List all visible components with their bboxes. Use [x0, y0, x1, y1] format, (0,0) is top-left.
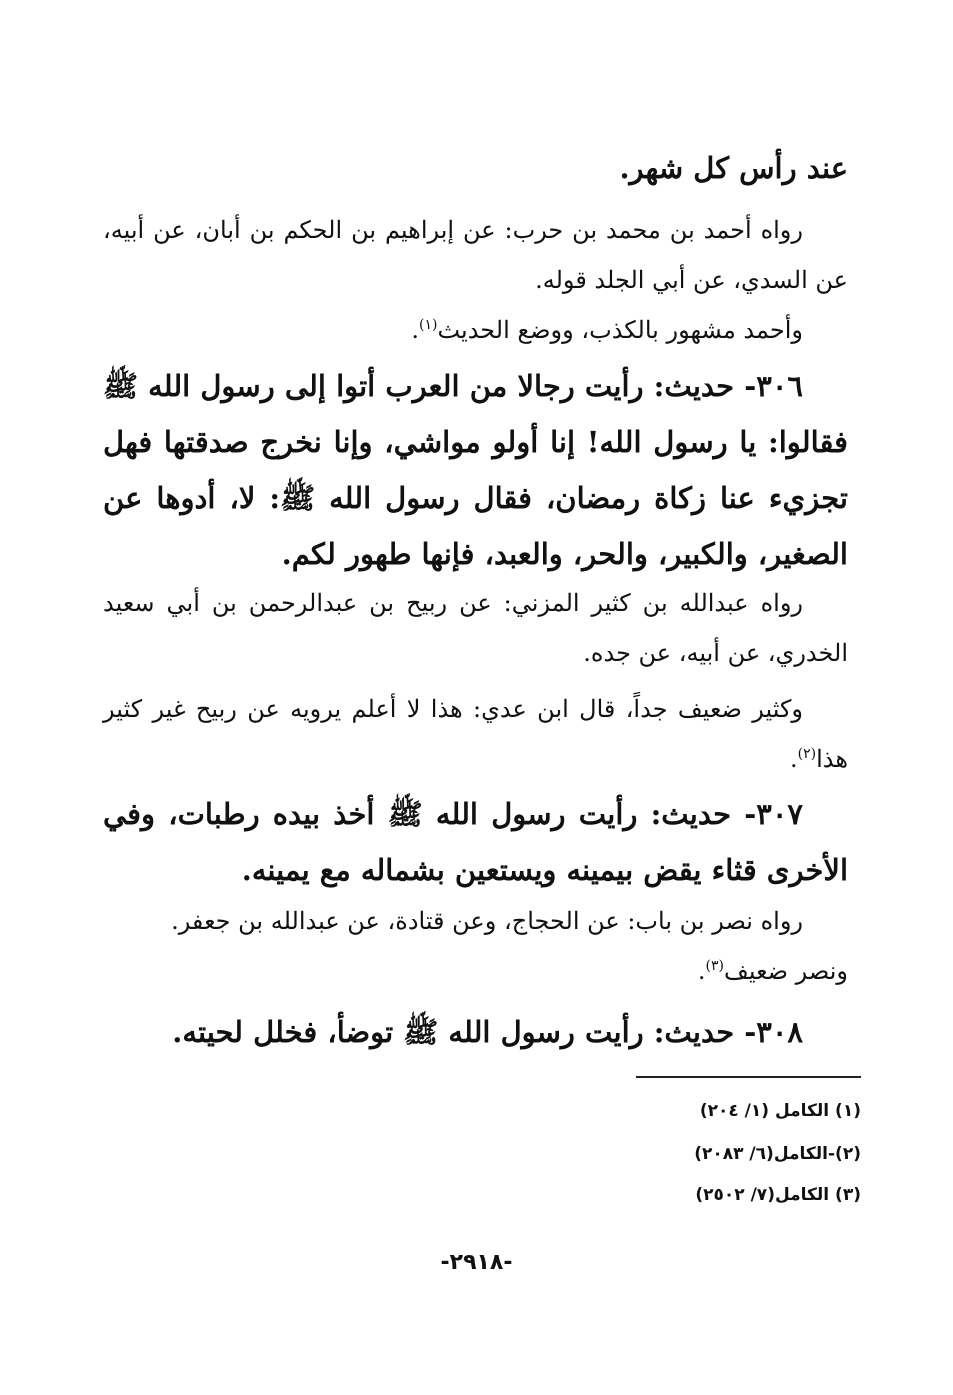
grading-tail: . — [789, 745, 798, 773]
narration-text: رواه أحمد بن محمد بن حرب: عن إبراهيم بن الحكم بن أبان، عن أبيه، عن السدي، عن أبي الجلد قوله. — [103, 216, 848, 294]
hadith-306 — [103, 358, 848, 582]
grading-tail: . — [411, 316, 419, 344]
grading-text: وكثير ضعيف جداً، قال ابن عدي: هذا لا أعلم يرويه عن ربيح غير كثير هذا — [103, 695, 848, 773]
grading-text: وأحمد مشهور بالكذب، ووضع الحديث — [437, 316, 803, 344]
narration-paragraph — [103, 205, 848, 305]
grading-paragraph — [103, 946, 848, 996]
narration-paragraph — [103, 578, 848, 678]
grading-paragraph — [103, 305, 848, 355]
footnote-ref-1[interactable]: (١) — [418, 317, 438, 333]
narration-text: رواه نصر بن باب: عن الحجاج، وعن قتادة، عن عبدالله بن جعفر. — [171, 907, 803, 935]
footnote-divider — [636, 1076, 861, 1078]
grading-text: ونصر ضعيف — [724, 957, 848, 985]
hadith-308 — [103, 1004, 848, 1060]
narration-paragraph — [103, 896, 848, 946]
hadith-306-text: ٣٠٦- حديث: رأيت رجالا من العرب أتوا إلى رسول الله ﷺ فقالوا: يا رسول الله! إنا أولو مواشي، وإنا نخرج صدقتها فهل تجزيء عنا زكاة رمضان، فقال رسول الله ﷺ: لا، أدوها عن الصغير، والكبير، والحر، والعبد، فإنها طهور لكم. — [103, 369, 848, 571]
narration-text: رواه عبدالله بن كثير المزني: عن ربيح بن عبدالرحمن بن أبي سعيد الخدري، عن أبيه، عن جده. — [103, 589, 848, 667]
grading-tail: . — [697, 957, 706, 985]
continuation-line — [103, 140, 848, 196]
continuation-text: عند رأس كل شهر. — [619, 151, 848, 185]
hadith-307 — [103, 786, 848, 898]
footnote-ref-3[interactable]: (٣) — [705, 958, 724, 974]
page-number: -٢٩١٨- — [440, 1250, 513, 1275]
footnote-3: (٣) الكامل(٧/ ٢٥٠٢) — [695, 1185, 861, 1205]
hadith-307-text: ٣٠٧- حديث: رأيت رسول الله ﷺ أخذ بيده رطبات، وفي الأخرى قثاء يقض بيمينه ويستعين بشماله مع يمينه. — [103, 797, 848, 887]
hadith-308-text: ٣٠٨- حديث: رأيت رسول الله ﷺ توضأ، فخلل لحيته. — [172, 1015, 803, 1049]
footnote-1: (١) الكامل (١/ ٢٠٤) — [699, 1101, 861, 1121]
grading-paragraph — [103, 684, 848, 784]
footnote-2: (٢)-الكامل(٦/ ٢٠٨٣) — [694, 1144, 861, 1164]
footnote-ref-2[interactable]: (٢) — [797, 746, 817, 762]
